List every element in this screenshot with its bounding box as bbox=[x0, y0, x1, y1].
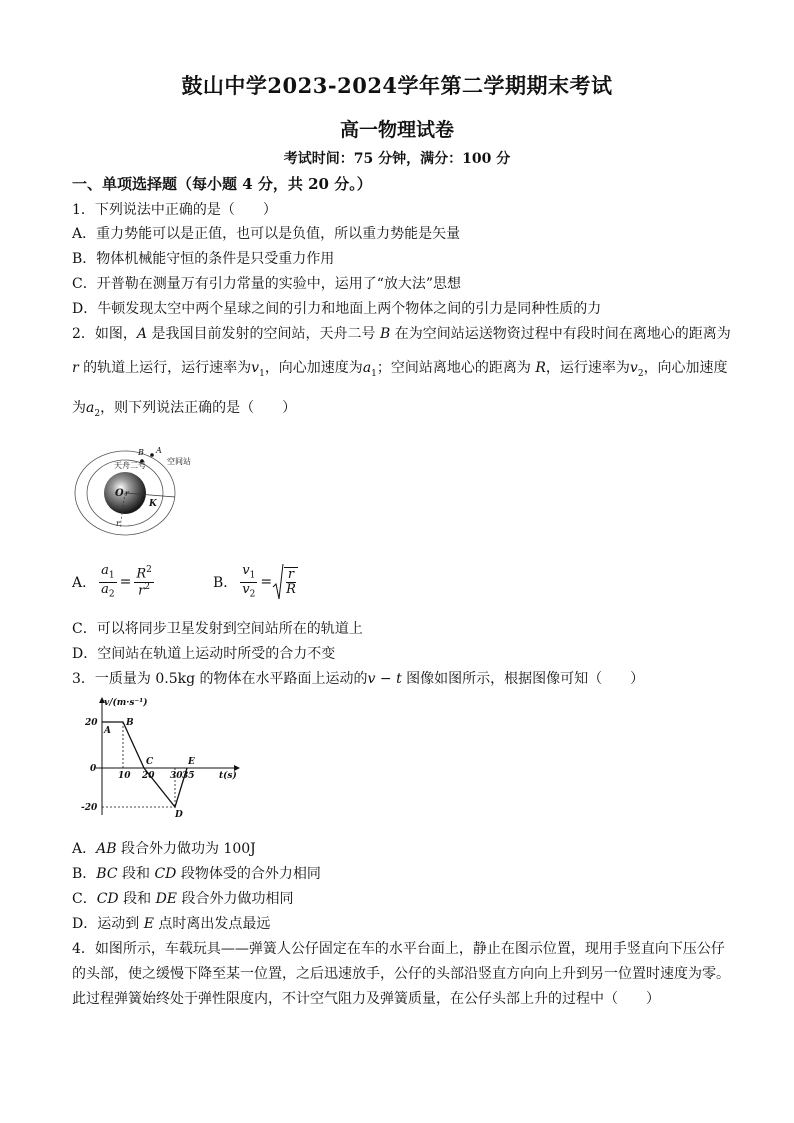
q3-stem: 3．一质量为 0.5kg 的物体在水平路面上运动的v − t 图像如图所示，根据图像可知（ ） bbox=[72, 671, 645, 687]
point-c-label: C bbox=[146, 757, 154, 767]
q4-line-3: 此过程弹簧始终处于弹性限度内，不计空气阻力及弹簧质量，在公仔头部上升的过程中（ ） bbox=[72, 991, 660, 1007]
tick-y-20: 20 bbox=[85, 718, 98, 728]
q2-option-a: A． $\frac{a_1}{a_2}$ = $\frac{R^2}{r^2}$ bbox=[72, 563, 152, 600]
frac-r-R: $\frac{r}{R}$ bbox=[286, 566, 296, 597]
x-axis-label: t(s) bbox=[219, 771, 237, 781]
label-tianzhou: 天舟二号 bbox=[114, 461, 146, 470]
q2-option-b: B． $\frac{v_1}{v_2}$ = $\frac{r}{R}$ bbox=[213, 562, 301, 602]
frac-r2-r2: $\frac{R^2}{r^2}$ bbox=[136, 564, 152, 598]
q1-stem: 1．下列说法中正确的是（ ） bbox=[72, 202, 277, 218]
q3-option-d: D．运动到 E 点时离出发点最远 bbox=[72, 916, 271, 932]
q4-line-2: 的头部，使之缓慢下降至某一位置，之后迅速放手，公仔的头部沿竖直方向向上升到另一位置时速度为零。 bbox=[72, 966, 730, 982]
tick-x-20: 20 bbox=[142, 771, 155, 781]
point-b-label: B bbox=[126, 718, 134, 728]
label-o: O bbox=[115, 488, 124, 499]
label-a: A bbox=[156, 446, 162, 455]
q3-option-c: C．CD 段和 DE 段合外力做功相同 bbox=[72, 891, 294, 907]
q1-option-a: A．重力势能可以是正值，也可以是负值，所以重力势能是矢量 bbox=[72, 226, 461, 242]
q2-option-d: D．空间站在轨道上运动时所受的合力不变 bbox=[72, 646, 336, 662]
frac-a1-a2: $\frac{a_1}{a_2}$ bbox=[101, 563, 115, 600]
section-heading: 一、单项选择题（每小题 4 分，共 20 分。） bbox=[72, 175, 372, 193]
exam-info: 考试时间：75 分钟，满分：100 分 bbox=[283, 151, 511, 167]
tick-x-30: 30 bbox=[170, 771, 183, 781]
spacecraft-a bbox=[150, 453, 154, 457]
q1-option-b: B．物体机械能守恒的条件是只受重力作用 bbox=[72, 251, 335, 267]
q2-line-1: 2．如图，A 是我国目前发射的空间站，天舟二号 B 在为空间站运送物资过程中有段时间在离地心的距离为 bbox=[72, 326, 731, 342]
sqrt-expression bbox=[272, 563, 301, 601]
q3-option-b: B．BC 段和 CD 段物体受的合外力相同 bbox=[72, 866, 321, 882]
q2-orbit-figure bbox=[72, 440, 212, 540]
q3-vt-graph bbox=[72, 695, 242, 820]
point-e-label: E bbox=[188, 757, 195, 767]
q2-line-2: r 的轨道上运行，运行速率为$v_1$，向心加速度为$a_1$；空间站离地心的距离为 R，运行速率为$v_2$，向心加速度 bbox=[72, 360, 728, 379]
point-a-label: A bbox=[104, 726, 111, 736]
q1-option-d: D．牛顿发现太空中两个星球之间的引力和地面上两个物体之间的引力是同种性质的力 bbox=[72, 301, 602, 317]
exam-subtitle: 高一物理试卷 bbox=[339, 119, 454, 141]
frac-v1-v2: $\frac{v_1}{v_2}$ bbox=[242, 563, 256, 600]
exam-title: 鼓山中学2023-2024学年第二学期期末考试 bbox=[181, 73, 613, 98]
q4-line-1: 4．如图所示，车载玩具——弹簧人公仔固定在车的水平台面上，静止在图示位置，现用手竖直向下压公仔 bbox=[72, 941, 725, 957]
sqrt-sign bbox=[272, 563, 284, 601]
label-r-small: r bbox=[125, 489, 129, 498]
tick-y-0: 0 bbox=[90, 764, 97, 774]
tick-y-neg20: -20 bbox=[81, 803, 98, 813]
q2-option-c: C．可以将同步卫星发射到空间站所在的轨道上 bbox=[72, 621, 363, 637]
tick-x-10: 10 bbox=[118, 771, 131, 781]
label-k: K bbox=[149, 499, 157, 509]
q1-option-c: C．开普勒在测量万有引力常量的实验中，运用了“放大法”思想 bbox=[72, 276, 462, 292]
y-axis-label: v/(m·s⁻¹) bbox=[104, 698, 148, 708]
q2-line-3: 为$a_2$，则下列说法正确的是（ ） bbox=[72, 400, 297, 419]
label-b: B bbox=[138, 448, 144, 457]
q3-option-a: A．AB 段合外力做功为 100J bbox=[72, 841, 256, 857]
vt-line bbox=[102, 722, 187, 807]
label-r-big: r bbox=[116, 519, 120, 528]
point-d-label: D bbox=[175, 810, 183, 820]
label-station: 空间站 bbox=[167, 457, 191, 466]
tick-x-35: 35 bbox=[182, 771, 195, 781]
